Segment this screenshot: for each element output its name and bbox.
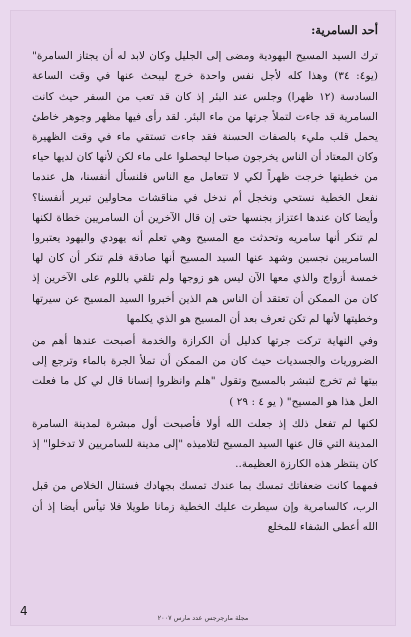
paragraph-2: وفي النهاية تركت جرتها كدليل أن الكرازة والخدمة أصبحت عندها أهم من الضروريات والجسديات حيث كان من الممكن أن تملأ الجرة بالماء وترجع إلى بيتها ثم تخرج لتبشر بالمسيح وتقول "هلم وانظروا إنسانا قال لي كل ما فعلت العل هذا هو المسيح" ( يو ٤ : ٢٩ ) — [32, 335, 378, 408]
article-body — [32, 20, 378, 539]
page-footer: مجلة مارجرجس عدد مارس ٢٠٠٧ — [157, 614, 249, 622]
page-number: 4 — [20, 604, 28, 618]
section-heading: أحد السامرية: — [311, 23, 378, 37]
paragraph-4: فمهما كانت ضعفاتك تمسك بما عندك تمسك بجهادك فستنال الخلاص من قبل الرب، كالسامرية وإن سيطرت عليك الخطية زمانا طويلا فلا تيأس أيضا إذ أن الله أعطى الشفاء للمخلع — [32, 480, 378, 533]
paragraph-3: لكنها لم تفعل ذلك إذ جعلت الله أولا فأصبحت أول مبشرة لمدينة السامرة المدينة التي قال عنها السيد المسيح لتلاميذه "إلى مدينة للسامريين لا تدخلوا" إذ كان ينتظر هذه الكارزة العظيمة.. — [32, 417, 378, 471]
document-page — [10, 10, 396, 626]
paragraph-1: ترك السيد المسيح اليهودية ومضى إلى الجليل وكان لابد له أن يجتاز السامرة" (يو٤: ٣٤) وهذا كله لأجل نفس واحدة خرج ليبحث عنها في وقت الساعة السادسة (١٢ ظهرا) وجلس عند البئر إذ كان قد تعب من السفر حيث كانت السامرية قد جاءت لتملأ جرتها من ماء البئر. لقد رأى فيها مظهر وجوهر خاطئ يحمل قلب مليء بالصفات الحسنة فقد جاءت تستقي ماء في وقت الظهيرة وكان المعتاد أن الناس يخرجون صباحا ليحصلوا على ماء لكن لأنها كان لديها حياء من خطيتها خرجت ظهراً لكي لا تتعامل مع الناس فلنسأل أنفسنا، هل عندما نفعل الخطية نستحي ونخجل أم ندخل في مناقشات محاولين تبرير أنفسنا؟ وأيضا كان عندها اعتزاز بجنسها حتى إن قال الآخرين أن السامريين خطاة لكنها لم تنكر أنها سامريه وتحدثت مع المسيح وهي تعلم أنه يهودي واليهود يعتبروا السامريين نجسين وشهد عنها السيد المسيح أنها صادقة فلم تنكر أن كان لها خمسة أزواج والذي معها الآن ليس هو زوجها ولم تلقي باللوم على الآخرين إذ كان من الممكن أن تعتقد أن الناس هم الذين أخبروا السيد المسيح عن سيرتها وخطيتها لأنها لم تكن تعرف بعد أن المسيح هو الذي يكلمها — [32, 50, 379, 325]
